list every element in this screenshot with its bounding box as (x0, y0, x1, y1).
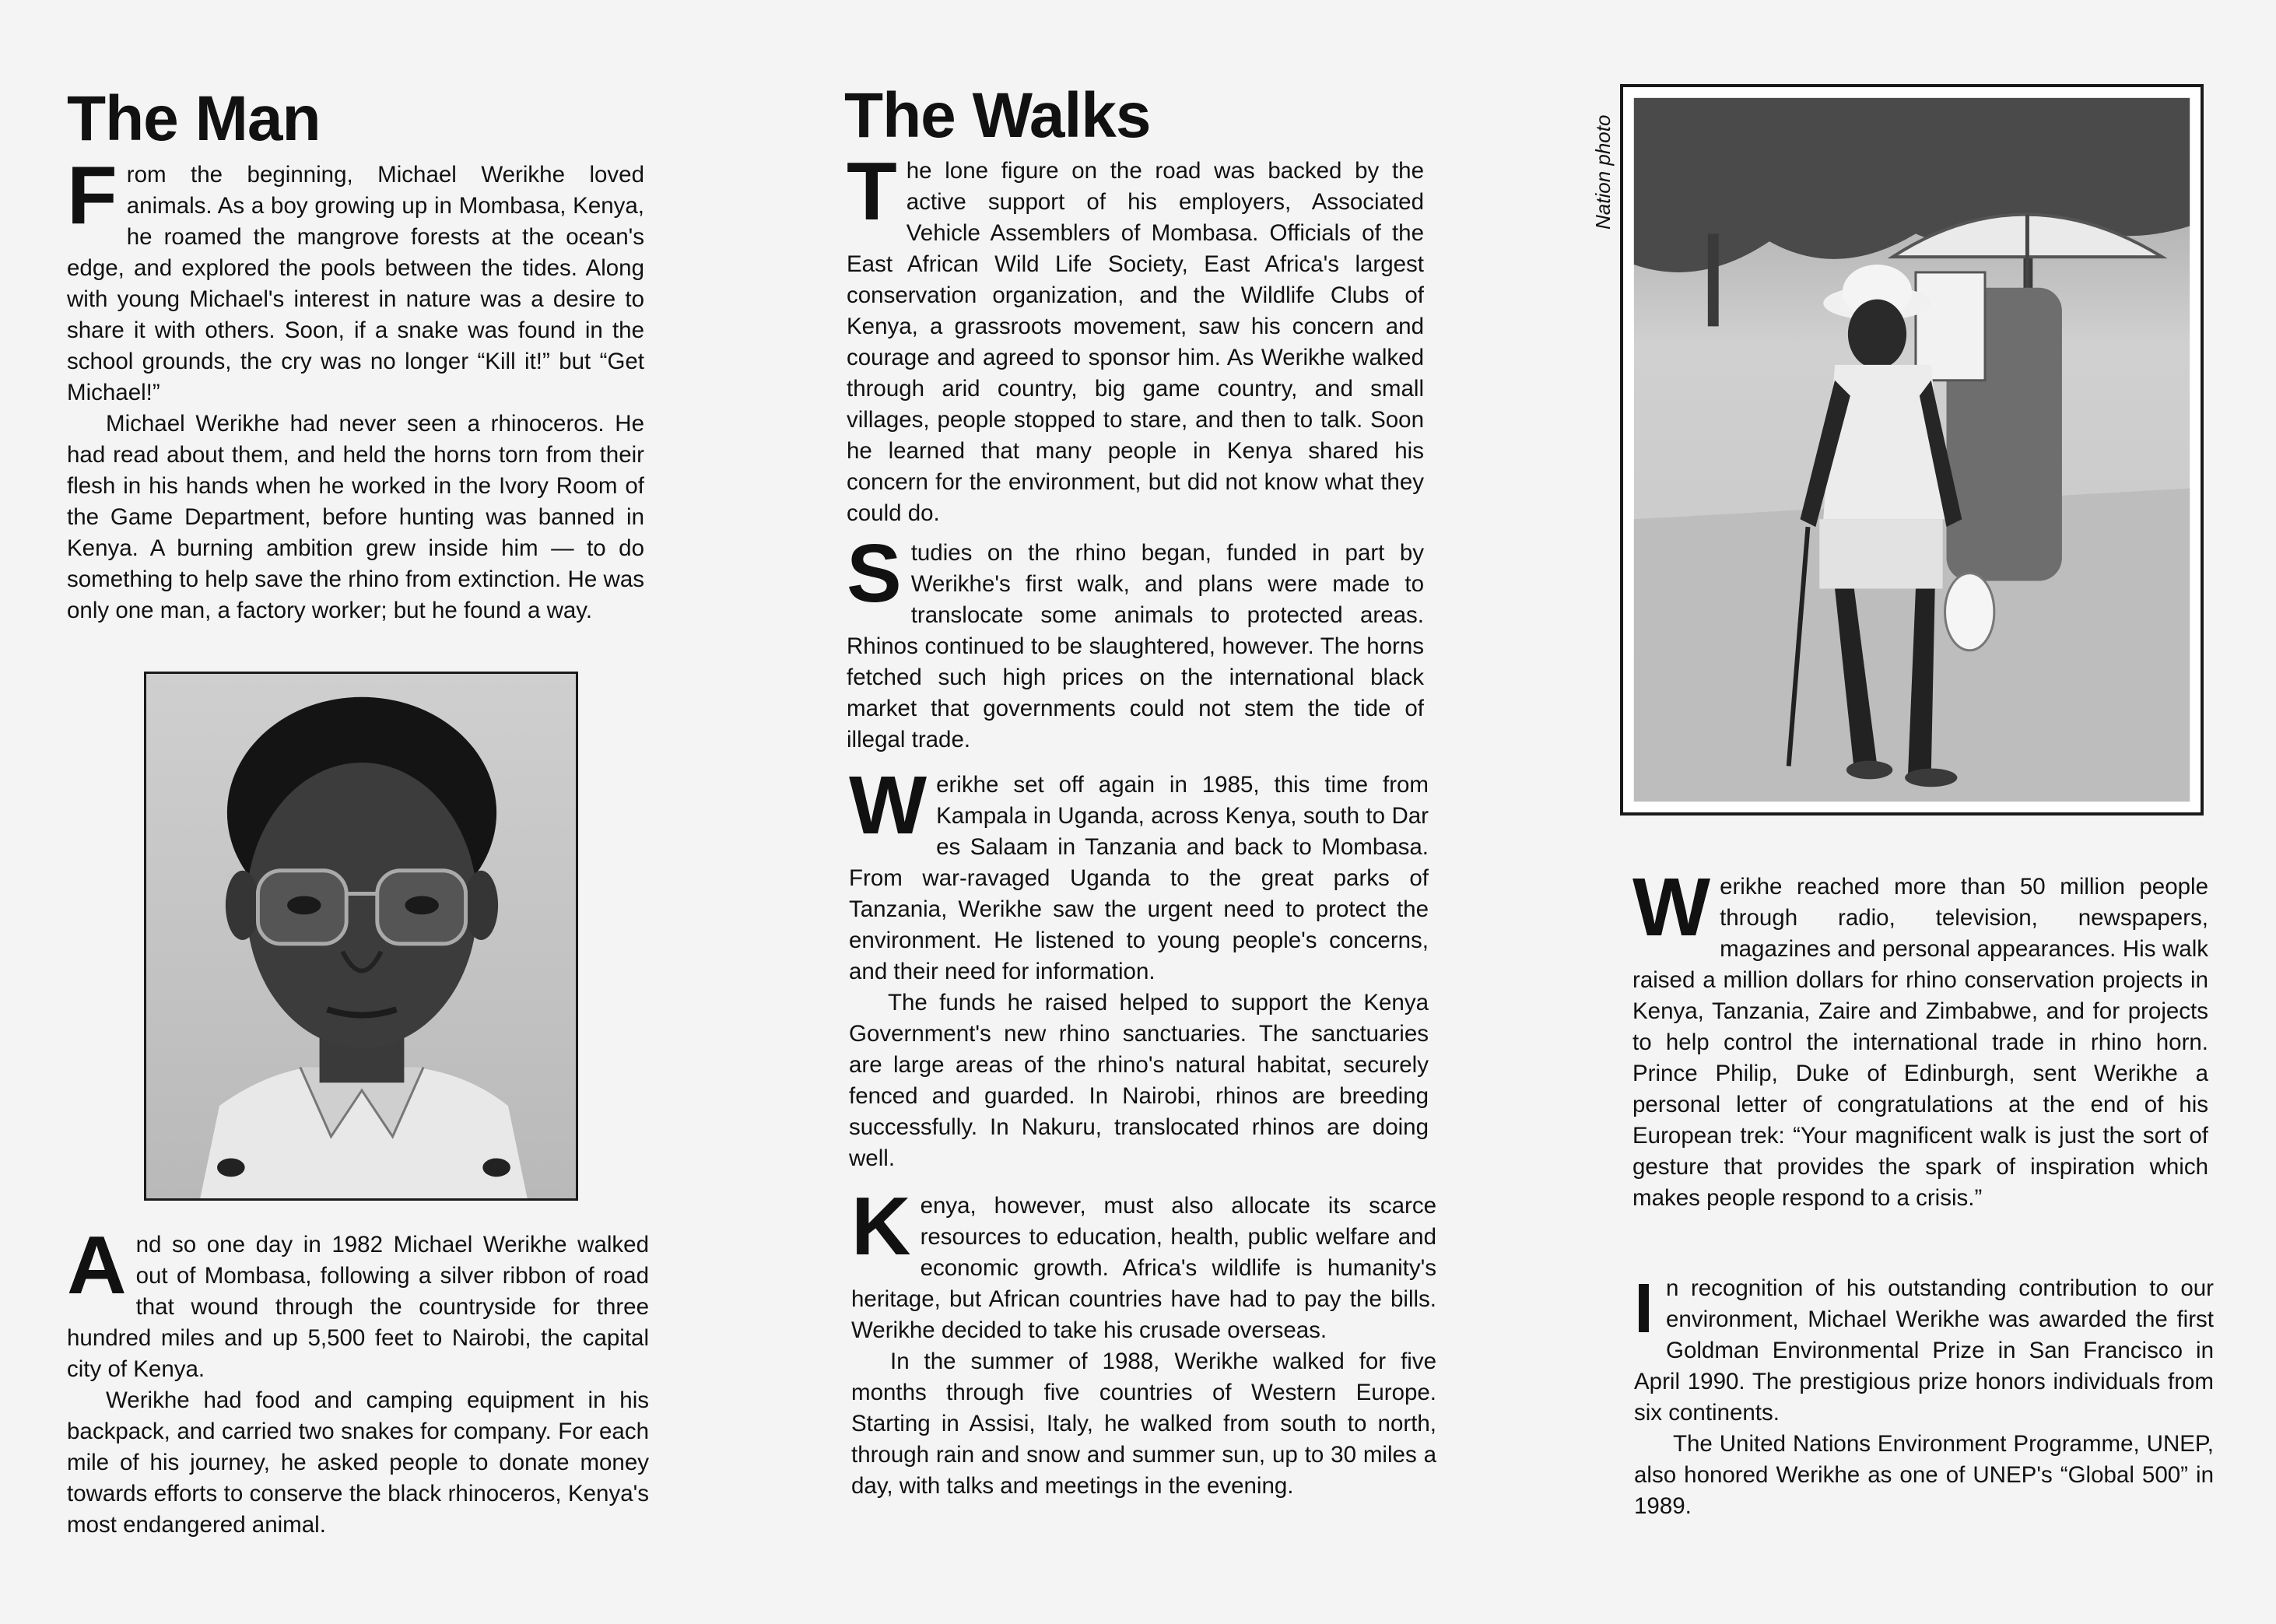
dropcap: A (67, 1219, 127, 1311)
dropcap: T (847, 146, 897, 237)
portrait-photo (144, 672, 578, 1201)
walks-section-2 (847, 528, 1424, 756)
paragraph: tudies on the rhino began, funded in part by Werikhe's first walk, and plans were made to translocate some animals to protected areas. Rhinos continued to be slaughtered, however. The horns fetched such high prices on the international black market that governments could not stem the tide of illegal trade. (847, 540, 1424, 752)
heading-the-walks: The Walks (844, 80, 1151, 151)
dropcap: K (851, 1180, 911, 1272)
walking-photo (1620, 84, 2204, 816)
man-section-1 (67, 149, 644, 626)
walks-section-4 (851, 1180, 1436, 1502)
heading-the-man: The Man (67, 83, 321, 154)
closing-section-1 (1632, 861, 2208, 1214)
dropcap: W (849, 759, 928, 851)
paragraph: enya, however, must also allocate its scarce resources to education, health, public welfare and economic growth. Africa's wildlife is humanity's heritage, but African countries have had to pay the bills. Werikhe decided to take his crusade overseas. (851, 1193, 1436, 1343)
paragraph: nd so one day in 1982 Michael Werikhe walked out of Mombasa, following a silver ribbon of road that wound through the countryside for three hundred miles and up 5,500 feet to Nairobi, the capital city of Kenya. (67, 1232, 649, 1382)
paragraph: The United Nations Environment Programme, UNEP, also honored Werikhe as one of UNEP's “Global 500” in 1989. (1634, 1431, 2214, 1519)
paragraph: rom the beginning, Michael Werikhe loved animals. As a boy growing up in Mombasa, Kenya, he roamed the mangrove forests at the ocean's edge, and explored the pools between the tides. Along with young Michael's interest in nature was a desire to share it with others. Soon, if a snake was found in the school grounds, the cry was no longer “Kill it!” but “Get Michael!” (67, 162, 644, 405)
paragraph: erikhe set off again in 1985, this time from Kampala in Uganda, across Kenya, south to Dar es Salaam in Tanzania and back to Mombasa. From war-ravaged Uganda to the great parks of Tanzania, Werikhe saw the urgent need to protect the environment. He listened to young people's concerns, and their need for information. (849, 772, 1429, 984)
paragraph: erikhe reached more than 50 million people through radio, television, newspapers, magazines and personal appearances. His walk raised a million dollars for rhino conservation projects in Kenya, Tanzania, Zaire and Zimbabwe, and for projects to help control the international trade in rhino horn. Prince Philip, Duke of Edinburgh, sent Werikhe a personal letter of congratulations at the end of his European trek: “Your magnificent walk is just the sort of gesture that provides the spark of inspiration which makes people respond to a crisis.” (1632, 874, 2208, 1211)
man-section-2 (67, 1219, 649, 1541)
paragraph: In the summer of 1988, Werikhe walked for five months through five countries of Western Europe. Starting in Assisi, Italy, he walked from south to north, through rain and snow and summer sun, up to 30 miles a day, with talks and meetings in the evening. (851, 1349, 1436, 1499)
paragraph: The funds he raised helped to support the Kenya Government's new rhino sanctuaries. The sanctuaries are large areas of the rhino's natural habitat, securely fenced and guarded. In Nairobi, rhinos are breeding successfully. In Nakuru, translocated rhinos are doing well. (849, 990, 1429, 1171)
dropcap: W (1632, 861, 1711, 953)
dropcap: S (847, 528, 902, 619)
walks-section-1 (847, 146, 1424, 529)
dropcap: F (67, 149, 117, 241)
closing-section-2 (1634, 1270, 2214, 1522)
photo-credit: Nation photo (1591, 114, 1615, 230)
paragraph: he lone figure on the road was backed by the active support of his employers, Associated Vehicle Assemblers of Mombasa. Officials of the East African Wild Life Society, East Africa's largest conservation organization, and the Wildlife Clubs of Kenya, a grassroots movement, saw his concern and courage and agreed to sponsor him. As Werikhe walked through arid country, big game country, and small villages, people stopped to stare, and then to talk. Soon he learned that many people in Kenya shared his concern for the environment, but did not know what they could do. (847, 158, 1424, 526)
paragraph: Werikhe had food and camping equipment in his backpack, and carried two snakes for company. For each mile of his journey, he asked people to donate money towards efforts to conserve the black rhinoceros, Kenya's most endangered animal. (67, 1387, 649, 1538)
paragraph: Michael Werikhe had never seen a rhinoceros. He had read about them, and held the horns torn from their flesh in his hands when he worked in the Ivory Room of the Game Department, before hunting was banned in Kenya. A burning ambition grew inside him — to do something to help save the rhino from extinction. He was only one man, a factory worker; but he found a way. (67, 411, 644, 623)
walks-section-3 (849, 759, 1429, 1174)
dropcap: I (1634, 1270, 1654, 1348)
paragraph: n recognition of his outstanding contribution to our environment, Michael Werikhe was awarded the first Goldman Environmental Prize in San Francisco in April 1990. The prestigious prize honors individuals from six continents. (1634, 1275, 2214, 1426)
